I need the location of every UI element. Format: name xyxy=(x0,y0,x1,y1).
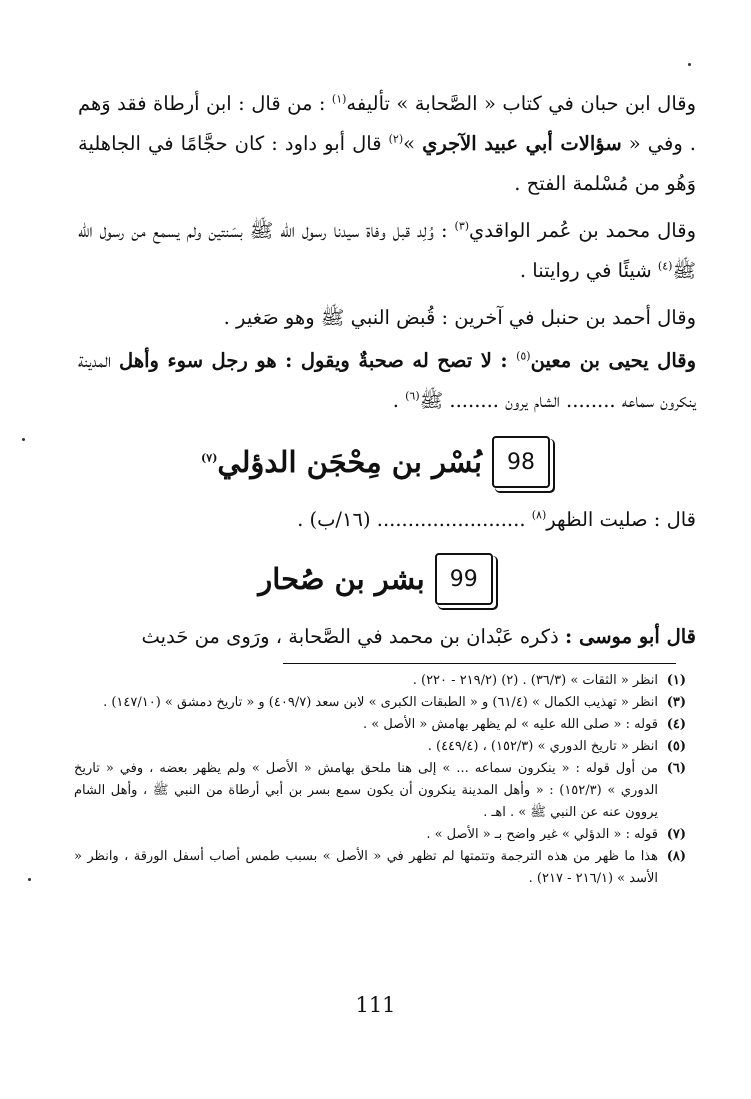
entry-98-name-text: بُسْر بن مِحْجَن الدؤلي xyxy=(217,445,482,479)
para2-part2: : وُلِد قبل وفاة سيدنا رسول الله ﷺ بسَنتين ولم يسمع من رسول الله ﷺ xyxy=(78,219,696,282)
entry98-text-after: ........................ (١٦/ب) . xyxy=(297,508,532,531)
book-title-bold: سؤالات أبي عبيد الآجري xyxy=(422,132,622,155)
entry99-text-after: ذكره عَبْدان بن محمد في الصَّحابة ، ورَوى من حَديث xyxy=(141,625,565,648)
footnote-text: انظر « تاريخ الدوري » (١٥٢/٣) ، (٤٤٩/٤) . xyxy=(427,739,658,754)
para1-quote-close: » xyxy=(403,132,423,155)
footnotes xyxy=(74,670,686,890)
footnote-number: (٦) xyxy=(666,761,686,776)
para1-part3: قال أبو داود : كان حجَّامًا في الجاهلية وَهُو من مُسْلمة الفتح . xyxy=(78,132,696,195)
para4-part2: المدينة ينكرون سماعه ........ الشام يرون ........ ﷺ xyxy=(78,349,696,412)
entry-98-text xyxy=(78,500,696,540)
paragraph-ibn-hibban xyxy=(78,84,696,204)
para1-part1: وقال ابن حبان في كتاب « الصَّحابة » تأليفه xyxy=(346,92,696,115)
entry98-text-before: قال : صليت الظهر xyxy=(546,508,696,531)
footnote-ref-3: (٣) xyxy=(454,219,470,233)
scan-speck xyxy=(688,63,691,66)
paragraph-waqidi xyxy=(78,211,696,291)
footnote-ref-5: (٥) xyxy=(516,349,531,363)
footnote-number: (٥) xyxy=(666,739,686,754)
footnote-number: (٨) xyxy=(666,849,686,864)
entry-99-name: بشر بن صُحار xyxy=(258,562,425,596)
footnote-ref-6: (٦) xyxy=(405,389,420,403)
footnote-text: من أول قوله : « ينكرون سماعه ... » إلى هنا ملحق بهامش « الأصل » ولم يظهر بعضه ، وفي « تاريخ الدوري » (١٥٢/٣) : « وأهل المدينة ينكرون أن يكون سمع بسر بن أبي أرطاة من النبي ﷺ ، وأهل الشام يروون عنه عن النبي ﷺ » . اهـ . xyxy=(74,761,659,820)
paragraph-yahya xyxy=(78,341,696,421)
footnote-text: انظر « الثقات » (٣٦/٣) . (٢) (٢١٩/٢ - ٢٢٠) . xyxy=(412,673,658,688)
footnote-item xyxy=(74,824,686,846)
footnote-item xyxy=(74,846,686,890)
footnote-divider xyxy=(283,663,676,664)
entry-98-heading xyxy=(0,436,751,488)
footnote-number: (٣) xyxy=(666,695,686,710)
para2-part1: وقال محمد بن عُمر الواقدي xyxy=(469,219,696,242)
footnote-number: (١) xyxy=(666,673,686,688)
entry-99-text xyxy=(78,617,696,657)
footnote-ref-7: (٧) xyxy=(201,451,218,465)
footnote-ref-4: (٤) xyxy=(657,259,673,273)
entry-98-name xyxy=(201,445,482,479)
para2-part3: شيئًا في روايتنا . xyxy=(519,259,658,282)
para3-text: وقال أحمد بن حنبل في آخرين : قُبض النبي ﷺ وهو صَغير . xyxy=(223,306,696,329)
footnote-item xyxy=(74,692,686,714)
para4-part3: . xyxy=(392,389,406,412)
footnote-number: (٧) xyxy=(666,827,686,842)
footnote-number: (٤) xyxy=(666,717,686,732)
footnote-text: هذا ما ظهر من هذه الترجمة وتتمتها لم تظهر في « الأصل » بسبب طمس أصاب أسفل الورقة ، وانظر « الأسد » (٢١٦/١ - ٢١٧) . xyxy=(74,849,658,886)
entry-99-heading xyxy=(0,553,751,605)
footnote-item xyxy=(74,670,686,692)
para4-bold-start: وقال يحيى بن معين xyxy=(530,349,696,372)
footnote-ref-1: (١) xyxy=(331,92,347,106)
scan-speck xyxy=(28,878,31,881)
paragraph-ahmad xyxy=(78,298,696,338)
entry-99-number: 99 xyxy=(435,553,493,605)
footnote-text: قوله : « الدؤلي » غير واضح بـ « الأصل » . xyxy=(426,827,658,842)
para1-part2: : من قال : ابن أرطاة فقد وَهم . وفي « xyxy=(78,92,696,155)
footnote-text: انظر « تهذيب الكمال » (٦١/٤) و « الطبقات الكبرى » لابن سعد (٤٠٩/٧) و « تاريخ دمشق » (١٤٧/١٠) . xyxy=(103,695,658,710)
entry99-text-bold: قال أبو موسى : xyxy=(564,625,696,648)
entry-98-number: 98 xyxy=(492,436,550,488)
footnote-item xyxy=(74,758,686,824)
footnote-item xyxy=(74,736,686,758)
page-number: 111 xyxy=(355,993,396,1017)
footnote-item xyxy=(74,714,686,736)
footnote-ref-8: (٨) xyxy=(531,508,547,522)
footnote-text: قوله : « صلى الله عليه » لم يظهر بهامش « الأصل » . xyxy=(363,717,658,732)
para4-bold-mid: : لا تصح له صحبةٌ ويقول : هو رجل سوء وأهل xyxy=(119,349,517,372)
footnote-ref-2: (٢) xyxy=(388,132,404,146)
